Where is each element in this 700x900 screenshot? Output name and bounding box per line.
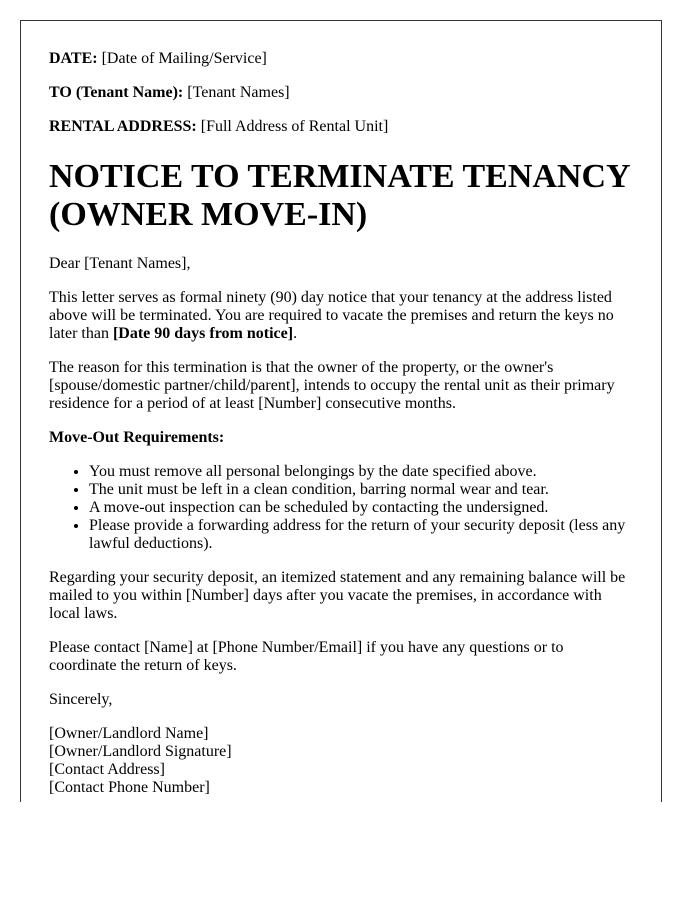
requirements-heading [49, 429, 632, 447]
reason-paragraph: The reason for this termination is that the owner of the property, or the owner's [spouse/domestic partner/child/parent], intends to occupy the rental unit as their primary residence for a period of at least [Number] consecutive months. [49, 359, 615, 412]
owner-name: [Owner/Landlord Name] [49, 725, 209, 742]
contact-phone: [Contact Phone Number] [49, 779, 210, 796]
document-title: NOTICE TO TERMINATE TENANCY (OWNER MOVE-IN) [49, 158, 630, 233]
deposit-paragraph: Regarding your security deposit, an itemized statement and any remaining balance will be mailed to you within [Number] days after you vacate the premises, in accordance with local laws. [49, 569, 626, 622]
notice-paragraph [49, 289, 632, 343]
notice-text: This letter serves as formal ninety (90) day notice that your tenancy at the address listed above will be terminated. You are required to vacate the premises and return the keys no later than [49, 289, 614, 342]
tenant-name-field [49, 84, 632, 102]
notice-text-end: . [293, 325, 298, 342]
rental-address-label: RENTAL ADDRESS: [49, 118, 197, 135]
tenant-name-label: TO (Tenant Name): [49, 84, 184, 101]
signature-block [49, 725, 632, 797]
salutation: Dear [Tenant Names], [49, 255, 191, 272]
vacate-date: [Date 90 days from notice] [112, 325, 294, 342]
notice-letter [20, 20, 662, 802]
rental-address-value: [Full Address of Rental Unit] [200, 118, 389, 135]
tenant-name-value: [Tenant Names] [187, 84, 290, 101]
requirements-heading-text: Move-Out Requirements: [49, 429, 225, 446]
contact-paragraph: Please contact [Name] at [Phone Number/Email] if you have any questions or to coordinate the return of keys. [49, 639, 564, 674]
list-item: • The unit must be left in a clean condition, barring normal wear and tear. [89, 481, 632, 499]
closing: Sincerely, [49, 691, 113, 708]
list-item: • Please provide a forwarding address for the return of your security deposit (less any lawful deductions). [89, 517, 632, 553]
date-label: DATE: [49, 50, 98, 67]
rental-address-field [49, 118, 632, 136]
date-value: [Date of Mailing/Service] [101, 50, 267, 67]
list-item: • You must remove all personal belongings by the date specified above. [89, 463, 632, 481]
owner-signature: [Owner/Landlord Signature] [49, 743, 232, 760]
contact-address: [Contact Address] [49, 761, 165, 778]
date-field [49, 50, 632, 68]
requirements-list [49, 463, 632, 553]
list-item: • A move-out inspection can be scheduled by contacting the undersigned. [89, 499, 632, 517]
